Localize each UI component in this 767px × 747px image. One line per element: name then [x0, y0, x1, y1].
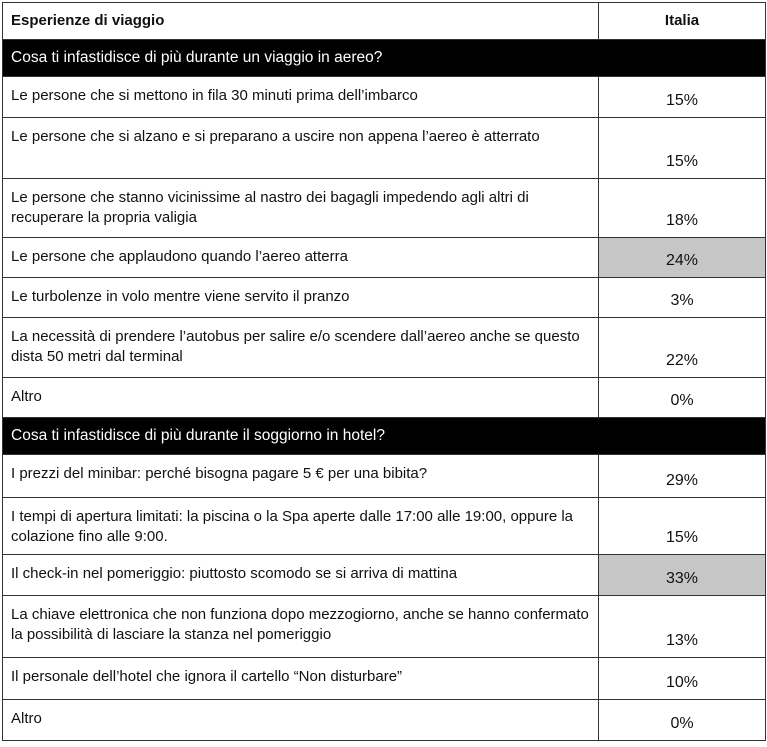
table-row	[3, 118, 766, 179]
row-value: 3%	[599, 278, 766, 318]
row-value: 18%	[599, 179, 766, 238]
table-row	[3, 238, 766, 278]
row-label: La chiave elettronica che non funziona dopo mezzogiorno, anche se hanno confermato la possibilità di lasciare la stanza nel pomeriggio	[3, 596, 599, 658]
row-label: Altro	[3, 700, 599, 741]
row-label: La necessità di prendere l’autobus per salire e/o scendere dall’aereo anche se questo dista 50 metri dal terminal	[3, 318, 599, 378]
row-value: 15%	[599, 498, 766, 555]
row-value-highlighted: 33%	[599, 555, 766, 596]
row-label: Le persone che si alzano e si preparano a uscire non appena l’aereo è atterrato	[3, 118, 599, 179]
row-label: I prezzi del minibar: perché bisogna pagare 5 € per una bibita?	[3, 455, 599, 498]
table-row	[3, 596, 766, 658]
row-value: 15%	[599, 77, 766, 118]
table-row	[3, 658, 766, 700]
table-row	[3, 77, 766, 118]
row-value: 15%	[599, 118, 766, 179]
section-title: Cosa ti infastidisce di più durante un viaggio in aereo?	[3, 40, 766, 77]
section-flight-header	[3, 40, 766, 77]
table-row	[3, 455, 766, 498]
row-value: 29%	[599, 455, 766, 498]
header-label: Esperienze di viaggio	[3, 3, 599, 40]
row-label: Le persone che si mettono in fila 30 minuti prima dell’imbarco	[3, 77, 599, 118]
row-value-highlighted: 24%	[599, 238, 766, 278]
row-label: Il personale dell’hotel che ignora il cartello “Non disturbare”	[3, 658, 599, 700]
table-row	[3, 700, 766, 741]
row-value: 22%	[599, 318, 766, 378]
table-row	[3, 555, 766, 596]
header-country: Italia	[599, 3, 766, 40]
row-label: Le persone che stanno vicinissime al nastro dei bagagli impedendo agli altri di recuperare la propria valigia	[3, 179, 599, 238]
row-label: Le turbolenze in volo mentre viene servito il pranzo	[3, 278, 599, 318]
row-value: 0%	[599, 378, 766, 418]
row-label: Le persone che applaudono quando l’aereo atterra	[3, 238, 599, 278]
table-row	[3, 378, 766, 418]
table-row	[3, 278, 766, 318]
row-label: I tempi di apertura limitati: la piscina o la Spa aperte dalle 17:00 alle 19:00, oppure la colazione fino alle 9:00.	[3, 498, 599, 555]
section-hotel-header	[3, 418, 766, 455]
table-row	[3, 318, 766, 378]
section-title: Cosa ti infastidisce di più durante il soggiorno in hotel?	[3, 418, 766, 455]
row-label: Il check-in nel pomeriggio: piuttosto scomodo se si arriva di mattina	[3, 555, 599, 596]
table-row	[3, 498, 766, 555]
row-label: Altro	[3, 378, 599, 418]
row-value: 13%	[599, 596, 766, 658]
header-row	[3, 3, 766, 40]
table-row	[3, 179, 766, 238]
row-value: 0%	[599, 700, 766, 741]
survey-table	[2, 2, 766, 741]
row-value: 10%	[599, 658, 766, 700]
